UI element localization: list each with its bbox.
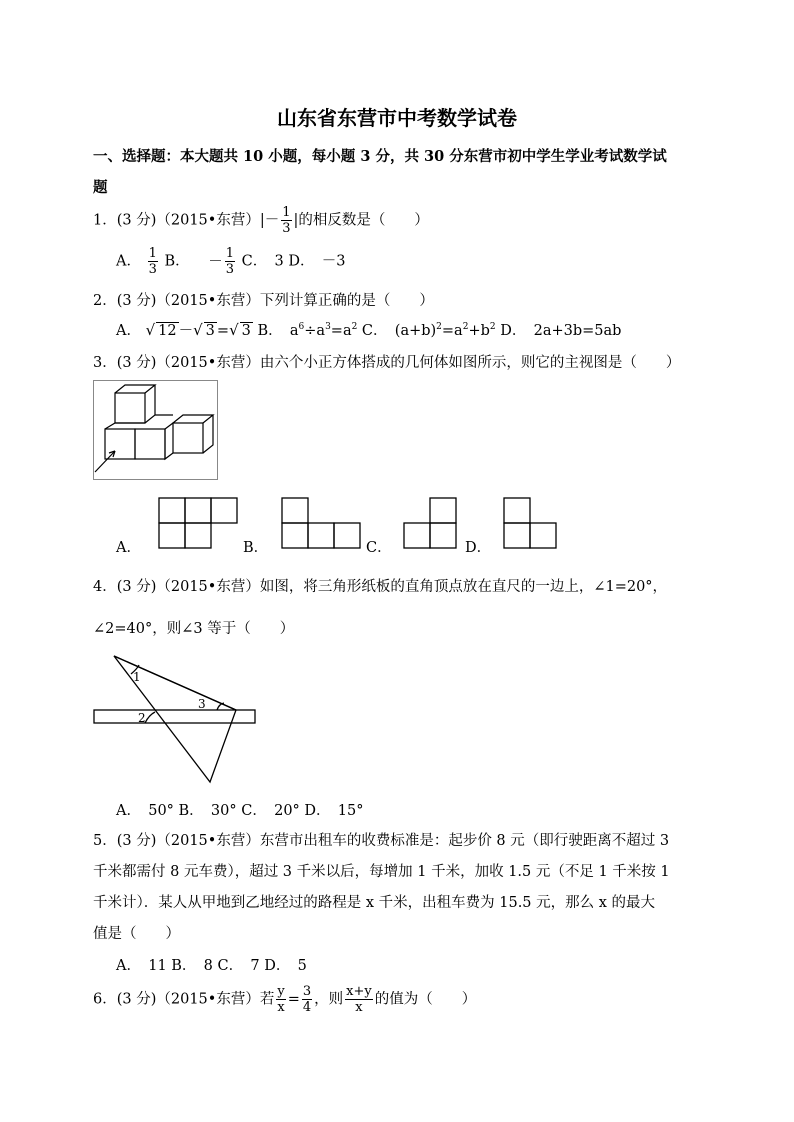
- exponent: 6: [298, 322, 305, 333]
- q2-radicand-1: 12: [158, 323, 177, 339]
- q6-fraction-3: $\frac{x+y}{x}$: [346, 984, 372, 1015]
- radical-icon: √: [145, 321, 156, 339]
- question-4-stem: 4．(3 分)（2015•东营）如图，将三角形纸板的直角顶点放在直尺的一边上，∠1=20°，: [93, 579, 668, 595]
- angle-2-label: 2: [138, 711, 146, 725]
- radical-icon: √: [193, 321, 203, 339]
- q2-radicand-2: 3: [205, 323, 215, 339]
- question-5-stem-4: 值是（ ）: [93, 926, 180, 942]
- question-5-stem-2: 千米都需付 8 元车费），超过 3 千米以后，每增加 1 千米，加收 1.5 元（不足 1 千米按 1: [93, 864, 670, 880]
- question-2-stem: 2．(3 分)（2015•东营）下列计算正确的是（ ）: [93, 293, 434, 309]
- q6-mid: ，则: [314, 991, 344, 1008]
- triangle-ruler-figure: [93, 652, 258, 784]
- question-4-stem-cont: ∠2=40°，则∠3 等于（ ）: [93, 621, 295, 637]
- q2-option-b-mid2: =a: [330, 323, 352, 339]
- q2-minus: －: [178, 323, 194, 339]
- q1-prefix: 1．(3 分)（2015•东营）|－: [93, 212, 280, 229]
- question-6-stem: [93, 985, 476, 1014]
- q6-equals: =: [287, 991, 300, 1008]
- q2-radicand-3: 3: [241, 323, 251, 339]
- q1-options-cd: C． 3 D． －3: [241, 253, 346, 270]
- question-4-options: A． 50° B． 30° C． 20° D． 15°: [116, 803, 364, 819]
- angle-3-label: 3: [198, 697, 206, 711]
- q2-option-b-mid: ÷a: [304, 323, 326, 339]
- cube-solid-figure: [93, 380, 218, 480]
- q2-option-b: B． a: [252, 323, 299, 339]
- section-heading: 一、选择题：本大题共 10 小题，每小题 3 分，共 30 分东营市初中学生学业考试数学试: [93, 148, 667, 165]
- question-2-options: [116, 319, 621, 340]
- q3-option-d-figure: [503, 497, 557, 549]
- question-5-options: A． 11 B． 8 C． 7 D． 5: [116, 958, 307, 974]
- question-3-stem: 3．(3 分)（2015•东营）由六个小正方体搭成的几何体如图所示，则它的主视图是（ ）: [93, 355, 681, 371]
- q1-option-b-label: B．: [164, 253, 190, 270]
- q1-option-a-fraction: $\frac{1}{3}$: [148, 246, 157, 277]
- q3-option-c-figure: [403, 497, 457, 549]
- q6-fraction-2: $\frac{3}{4}$: [302, 984, 312, 1015]
- page-title: 山东省东营市中考数学试卷: [277, 106, 517, 130]
- q3-option-b-figure: [281, 497, 361, 549]
- exponent: 2: [462, 322, 469, 333]
- q6-prefix: 6．(3 分)（2015•东营）若: [93, 991, 275, 1008]
- q1-option-b-fraction: $\frac{1}{3}$: [225, 246, 235, 277]
- question-5-stem-3: 千米计）．某人从甲地到乙地经过的路程是 x 千米，出租车费为 15.5 元，那么 x 的最大: [93, 895, 656, 911]
- q1-fraction: $\frac{1}{3}$: [282, 205, 291, 236]
- q2-option-d: D． 2a+3b=5ab: [495, 323, 622, 339]
- exponent: 2: [489, 322, 496, 333]
- question-5-stem: 5．(3 分)（2015•东营）东营市出租车的收费标准是：起步价 8 元（即行驶距离不超过 3: [93, 833, 670, 849]
- q3-option-a-figure: [158, 497, 238, 549]
- section-heading-cont: 题: [93, 179, 108, 196]
- angle-1-label: 1: [133, 670, 141, 684]
- q2-option-a-label: A．: [116, 323, 141, 339]
- question-1-stem: [93, 206, 429, 235]
- q2-equals: =: [216, 323, 230, 339]
- q3-option-b-label: B．: [243, 540, 269, 556]
- q6-suffix: 的值为（ ）: [374, 991, 477, 1008]
- q3-option-d-label: D．: [465, 540, 492, 556]
- exponent: 3: [325, 322, 331, 333]
- q3-option-c-label: C．: [366, 540, 392, 556]
- q2-option-c-mid: =a: [441, 323, 463, 339]
- radical-icon: √: [229, 321, 239, 339]
- q3-option-a-label: A．: [116, 540, 141, 556]
- q2-option-c-mid2: +b: [468, 323, 490, 339]
- q1-option-a-label: A．: [116, 253, 141, 270]
- exponent: 2: [351, 322, 358, 333]
- q6-fraction-1: $\frac{y}{x}$: [277, 984, 285, 1015]
- q2-option-c: C． (a+b): [357, 323, 437, 339]
- exponent: 2: [436, 322, 442, 333]
- question-1-options: [116, 247, 345, 276]
- q1-suffix: |的相反数是（ ）: [293, 212, 429, 229]
- q1-option-b-sign: －: [208, 253, 223, 270]
